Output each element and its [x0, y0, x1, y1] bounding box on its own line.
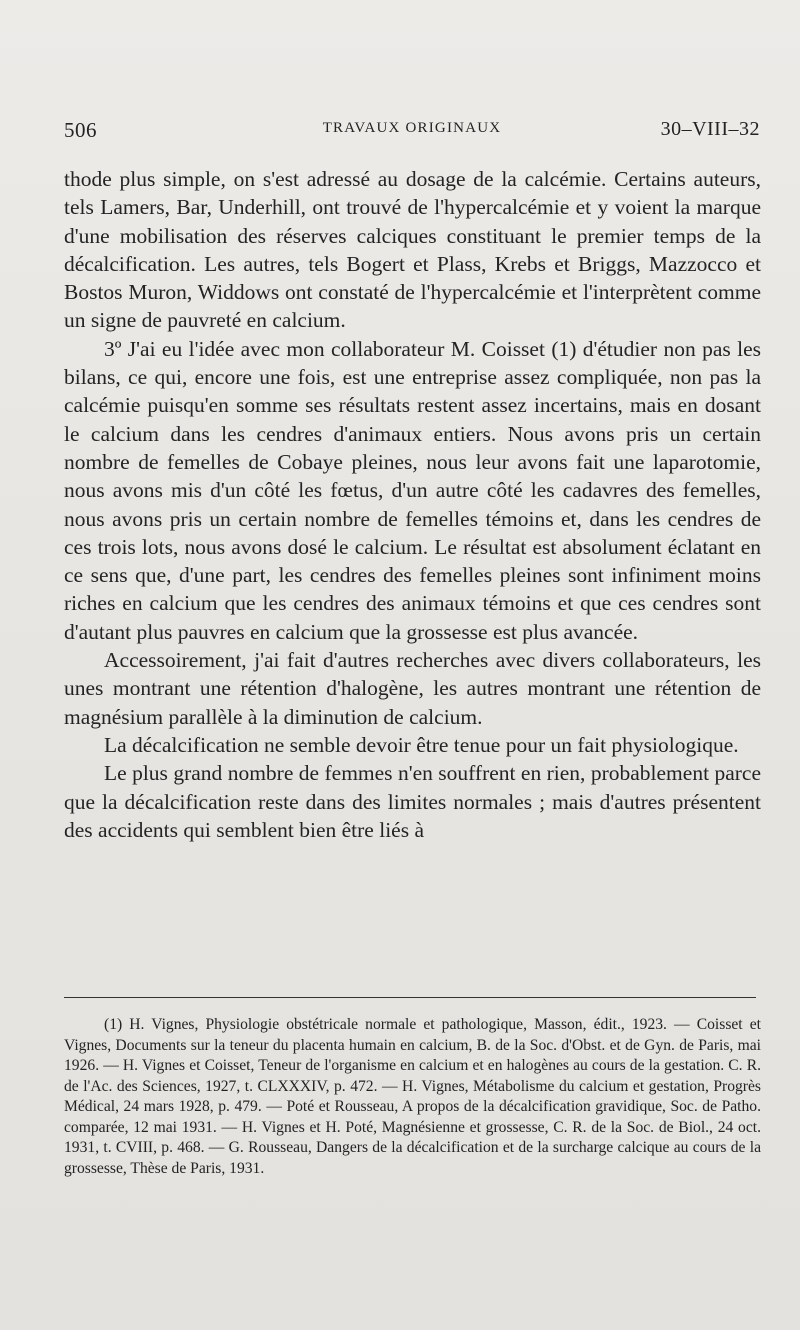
paragraph: 3º J'ai eu l'idée avec mon collaborateur M. Coisset (1) d'étudier non pas les bilans, ce qui, encore une fois, est une entreprise assez compliquée, non pas la calcémie puisqu'en somme ses résultats restent assez incertains, mais en dosant le calcium dans les cendres d'animaux entiers. Nous avons pris un certain nombre de femelles de Cobaye pleines, nous leur avons fait une laparotomie, nous avons mis d'un côté les fœtus, d'un autre côté les cadavres des femelles, nous avons pris un certain nombre de femelles témoins et, dans les cendres de ces trois lots, nous avons dosé le calcium. Le résultat est absolument éclatant en ce sens que, d'une part, les cendres des femelles pleines sont infiniment moins riches en calcium que les cendres des animaux témoins et que ces cendres sont d'autant plus pauvres en calcium que la grossesse est plus avancée.: [64, 336, 761, 644]
paragraph: Le plus grand nombre de femmes n'en souffrent en rien, probablement parce que la décalcification reste dans des limites normales ; mais d'autres présentent des accidents qui semblent bien être liés à: [64, 761, 761, 842]
issue-date: 30–VIII–32: [660, 118, 760, 140]
body-text: [64, 165, 761, 844]
paragraph: Accessoirement, j'ai fait d'autres recherches avec divers collaborateurs, les unes montrant une rétention d'halogène, les autres montrant une rétention de magnésium parallèle à la diminution de calcium.: [64, 648, 761, 729]
running-title: TRAVAUX ORIGINAUX: [322, 120, 502, 136]
footnote: [64, 1015, 761, 1179]
paragraph: thode plus simple, on s'est adressé au dosage de la calcémie. Certains auteurs, tels Lamers, Bar, Underhill, ont trouvé de l'hypercalcémie et y voient la marque d'une mobilisation des réserves calciques constituant le premier temps de la décalcification. Les autres, tels Bogert et Plass, Krebs et Briggs, Mazzocco et Bostos Muron, Widdows ont constaté de l'hypercalcémie et l'interprètent comme un signe de pauvreté en calcium.: [64, 167, 761, 333]
paragraph: La décalcification ne semble devoir être tenue pour un fait physiologique.: [104, 732, 739, 757]
page-number: 506: [64, 118, 97, 142]
footnote-divider: [64, 997, 756, 998]
footnote-text: (1) H. Vignes, Physiologie obstétricale normale et pathologique, Masson, édit., 1923. — Coisset et Vignes, Documents sur la teneur du placenta humain en calcium, B. de la Soc. d'Obst. et de Gyn. de Paris, mai 1926. — H. Vignes et Coisset, Teneur de l'organisme en calcium et en halogènes au cours de la gestation. C. R. de l'Ac. des Sciences, 1927, t. CLXXXIV, p. 472. — H. Vignes, Métabolisme du calcium et gestation, Progrès Médical, 24 mars 1928, p. 479. — Poté et Rousseau, A propos de la décalcification gravidique, Soc. de Patho. comparée, 12 mai 1931. — H. Vignes et H. Poté, Magnésienne et grossesse, C. R. de la Soc. de Biol., 24 oct. 1931, t. CVIII, p. 468. — G. Rousseau, Dangers de la décalcification et de la surcharge calcique au cours de la grossesse, Thèse de Paris, 1931.: [64, 1016, 761, 1177]
page-header: [64, 118, 760, 144]
